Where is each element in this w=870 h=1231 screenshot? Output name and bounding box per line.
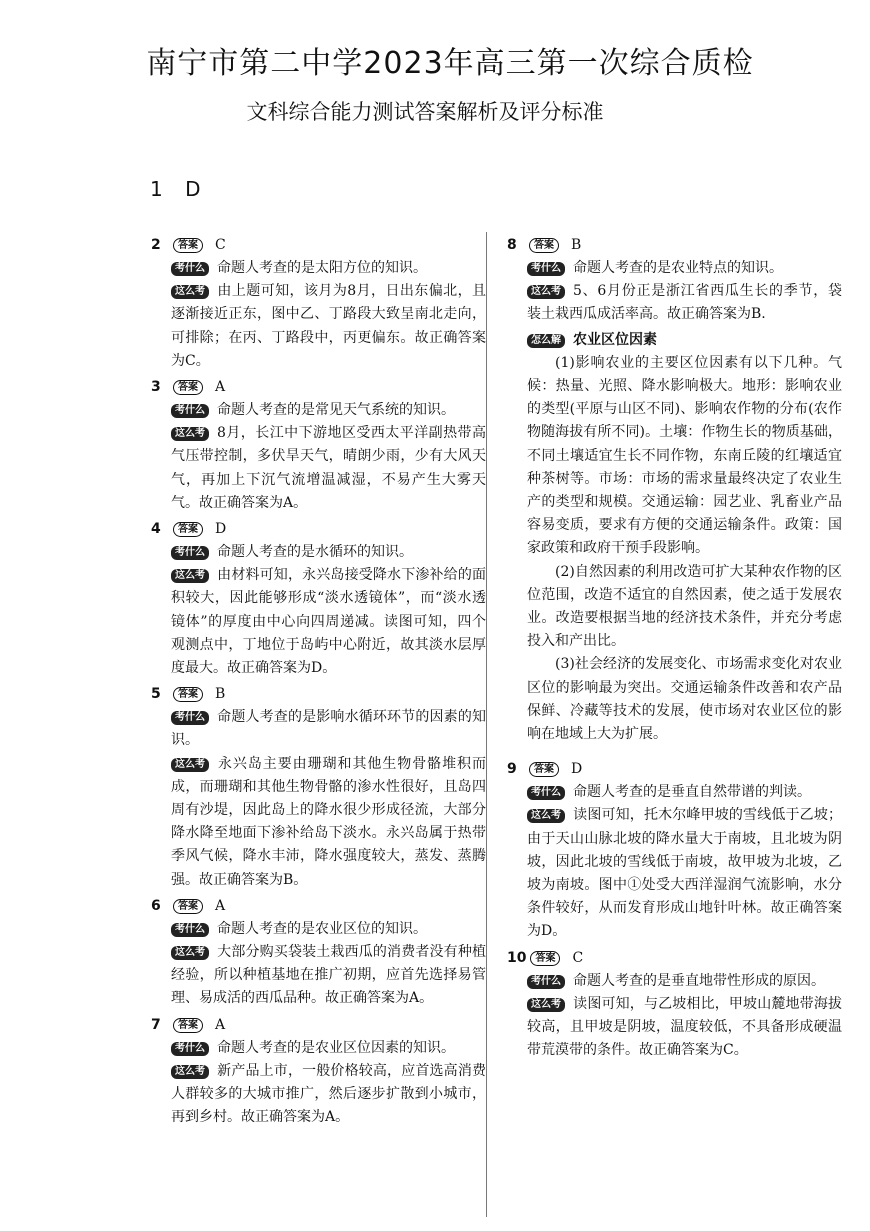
answer-letter: A [215,1016,226,1033]
solve-tag: 怎么解 [527,334,565,348]
answer-badge: 答案 [530,951,560,966]
question-block [151,1014,486,1130]
answer-badge: 答案 [529,762,559,777]
question-number: 8 [507,236,517,253]
question-block [151,895,486,1011]
answer-letter: D [215,520,227,537]
answer-letter: B [215,686,226,703]
question-block [507,947,842,1063]
how-tag: 这么考 [527,809,565,823]
answer-letter: B [571,236,582,253]
how-tag: 这么考 [171,946,209,960]
what-tag: 考什么 [171,404,209,418]
how-text: 读图可知，与乙坡相比，甲坡山麓地带海拔较高，且甲坡是阴坡，温度较低，不具备形成硬温带荒漠带的条件。故正确答案为C。 [527,995,842,1059]
question-block [151,234,486,373]
what-text: 命题人考查的是农业区位的知识。 [217,920,427,937]
how-tag: 这么考 [527,285,565,299]
answer-letter: C [572,949,584,966]
how-text: 大部分购买袋装土栽西瓜的消费者没有种植经验，所以种植基地在推广初期，应首先选择易管理、易成活的西瓜品种。故正确答案为A。 [171,944,486,1007]
question-8 [507,234,842,746]
answer-badge: 答案 [529,238,559,253]
what-text: 命题人考查的是常见天气系统的知识。 [217,402,455,419]
answer-badge: 答案 [173,380,203,395]
solve-paragraph: (3)社会经济的发展变化、市场需求变化对农业区位的影响最为突出。交通运输条件改善和农产品保鲜、冷藏等技术的发展，使市场对农业区位的影响在地域上大为扩展。 [527,656,842,743]
how-tag: 这么考 [171,758,209,772]
question-number: 10 [507,949,527,966]
what-tag: 考什么 [527,975,565,989]
answer-badge: 答案 [173,1018,203,1033]
what-text: 命题人考查的是影响水循环环节的因素的知识。 [171,709,486,749]
answer-badge: 答案 [173,238,203,253]
what-text: 命题人考查的是水循环的知识。 [217,544,413,561]
how-tag: 这么考 [171,569,209,583]
question-number: 9 [507,761,517,778]
page-subtitle: 文科综合能力测试答案解析及评分标准 [246,100,604,124]
question-block [151,376,486,515]
how-tag: 这么考 [171,1065,209,1079]
answer-letter: A [215,378,226,395]
what-tag: 考什么 [527,262,565,276]
question-block [151,518,486,680]
what-text: 命题人考查的是垂直地带性形成的原因。 [573,972,825,989]
question-1-answer: 1 D [150,177,201,201]
what-text: 命题人考查的是农业区位因素的知识。 [217,1039,455,1056]
right-question-list [507,758,842,1062]
question-block [151,683,486,892]
answer-badge: 答案 [173,899,203,914]
how-tag: 这么考 [171,285,209,299]
what-tag: 考什么 [527,786,565,800]
what-tag: 考什么 [171,711,209,725]
what-tag: 考什么 [171,262,209,276]
left-column [151,234,486,1133]
how-text: 8月，长江中下游地区受西太平洋副热带高气压带控制，多伏旱天气，晴朗少雨，少有大风天气，再加上下沉气流增温减湿，不易产生大雾天气。故正确答案为A。 [171,425,486,511]
what-tag: 考什么 [171,1042,209,1056]
what-tag: 考什么 [171,546,209,560]
question-block [507,758,842,943]
question-number: 6 [151,897,161,914]
answer-badge: 答案 [173,687,203,702]
how-text: 读图可知，托木尔峰甲坡的雪线低于乙坡；由于天山山脉北坡的降水量大于南坡，且北坡为阴坡，因此北坡的雪线低于南坡，故甲坡为北坡，乙坡为南坡。图中①处受大西洋湿润气流影响，水分条件较好，从而发育形成山地针叶林。故正确答案为D。 [527,807,842,940]
what-text: 命题人考查的是太阳方位的知识。 [217,260,427,276]
how-text: 5、6月份正是浙江省西瓜生长的季节，袋装土栽西瓜成活率高。故正确答案为B. [527,283,842,323]
how-tag: 这么考 [171,427,209,441]
question-number: 3 [151,378,161,395]
column-divider [486,232,487,1217]
answer-letter: A [215,897,226,914]
page-title: 南宁市第二中学2023年高三第一次综合质检 [146,46,754,81]
solve-paragraph: (1)影响农业的主要区位因素有以下几种。气候：热量、光照、降水影响极大。地形：影响农业的类型(平原与山区不同)、影响农作物的分布(农作物随海拔有所不同)。土壤：作物生长的物质基础，不同土壤适宜生长不同作物，东南丘陵的红壤适宜种茶树等。市场：市场的需求量最终决定了农业生产的类型和规模。交通运输：园艺业、乳畜业产品容易变质，要求有方便的交通运输条件。政策：国家政策和政府干预手段影响。 [527,354,842,557]
solve-title: 农业区位因素 [573,331,657,348]
how-text: 由材料可知，永兴岛接受降水下渗补给的面积较大，因此能够形成“淡水透镜体”，而“淡水透镜体”的厚度由中心向四周递减。读图可知，四个观测点中，丁地位于岛屿中心附近，故其淡水层厚度最大。故正确答案为D。 [171,567,486,677]
what-text: 命题人考查的是垂直自然带谱的判读。 [573,784,811,801]
answer-letter: D [571,761,583,778]
question-number: 5 [151,686,161,703]
answer-badge: 答案 [173,522,203,537]
how-tag: 这么考 [527,998,565,1012]
what-tag: 考什么 [171,923,209,937]
solve-paragraph: (2)自然因素的利用改造可扩大某种农作物的区位范围，改造不适宜的自然因素，使之适于发展农业。改造要根据当地的经济技术条件，并充分考虑投入和产出比。 [527,563,842,650]
how-text: 由上题可知，该月为8月，日出东偏北，且逐渐接近正东，图中乙、丁路段大致呈南北走向，可排除；在丙、丁路段中，丙更偏东。故正确答案为C。 [171,283,486,369]
right-column [507,234,842,1066]
question-number: 2 [151,236,161,253]
question-number: 7 [151,1016,161,1033]
question-number: 4 [151,520,161,537]
answer-letter: C [215,236,226,253]
how-text: 永兴岛主要由珊瑚和其他生物骨骼堆积而成，而珊瑚和其他生物骨骼的渗水性很好，且岛四周有沙堤，因此岛上的降水很少形成径流，大部分降水降至地面下渗补给岛下淡水。永兴岛属于热带季风气候，降水丰沛，降水强度较大，蒸发、蒸腾强。故正确答案为B。 [171,755,486,888]
what-text: 命题人考查的是农业特点的知识。 [573,260,783,276]
how-text: 新产品上市，一般价格较高，应首选高消费人群较多的大城市推广，然后逐步扩散到小城市，再到乡村。故正确答案为A。 [171,1062,486,1126]
